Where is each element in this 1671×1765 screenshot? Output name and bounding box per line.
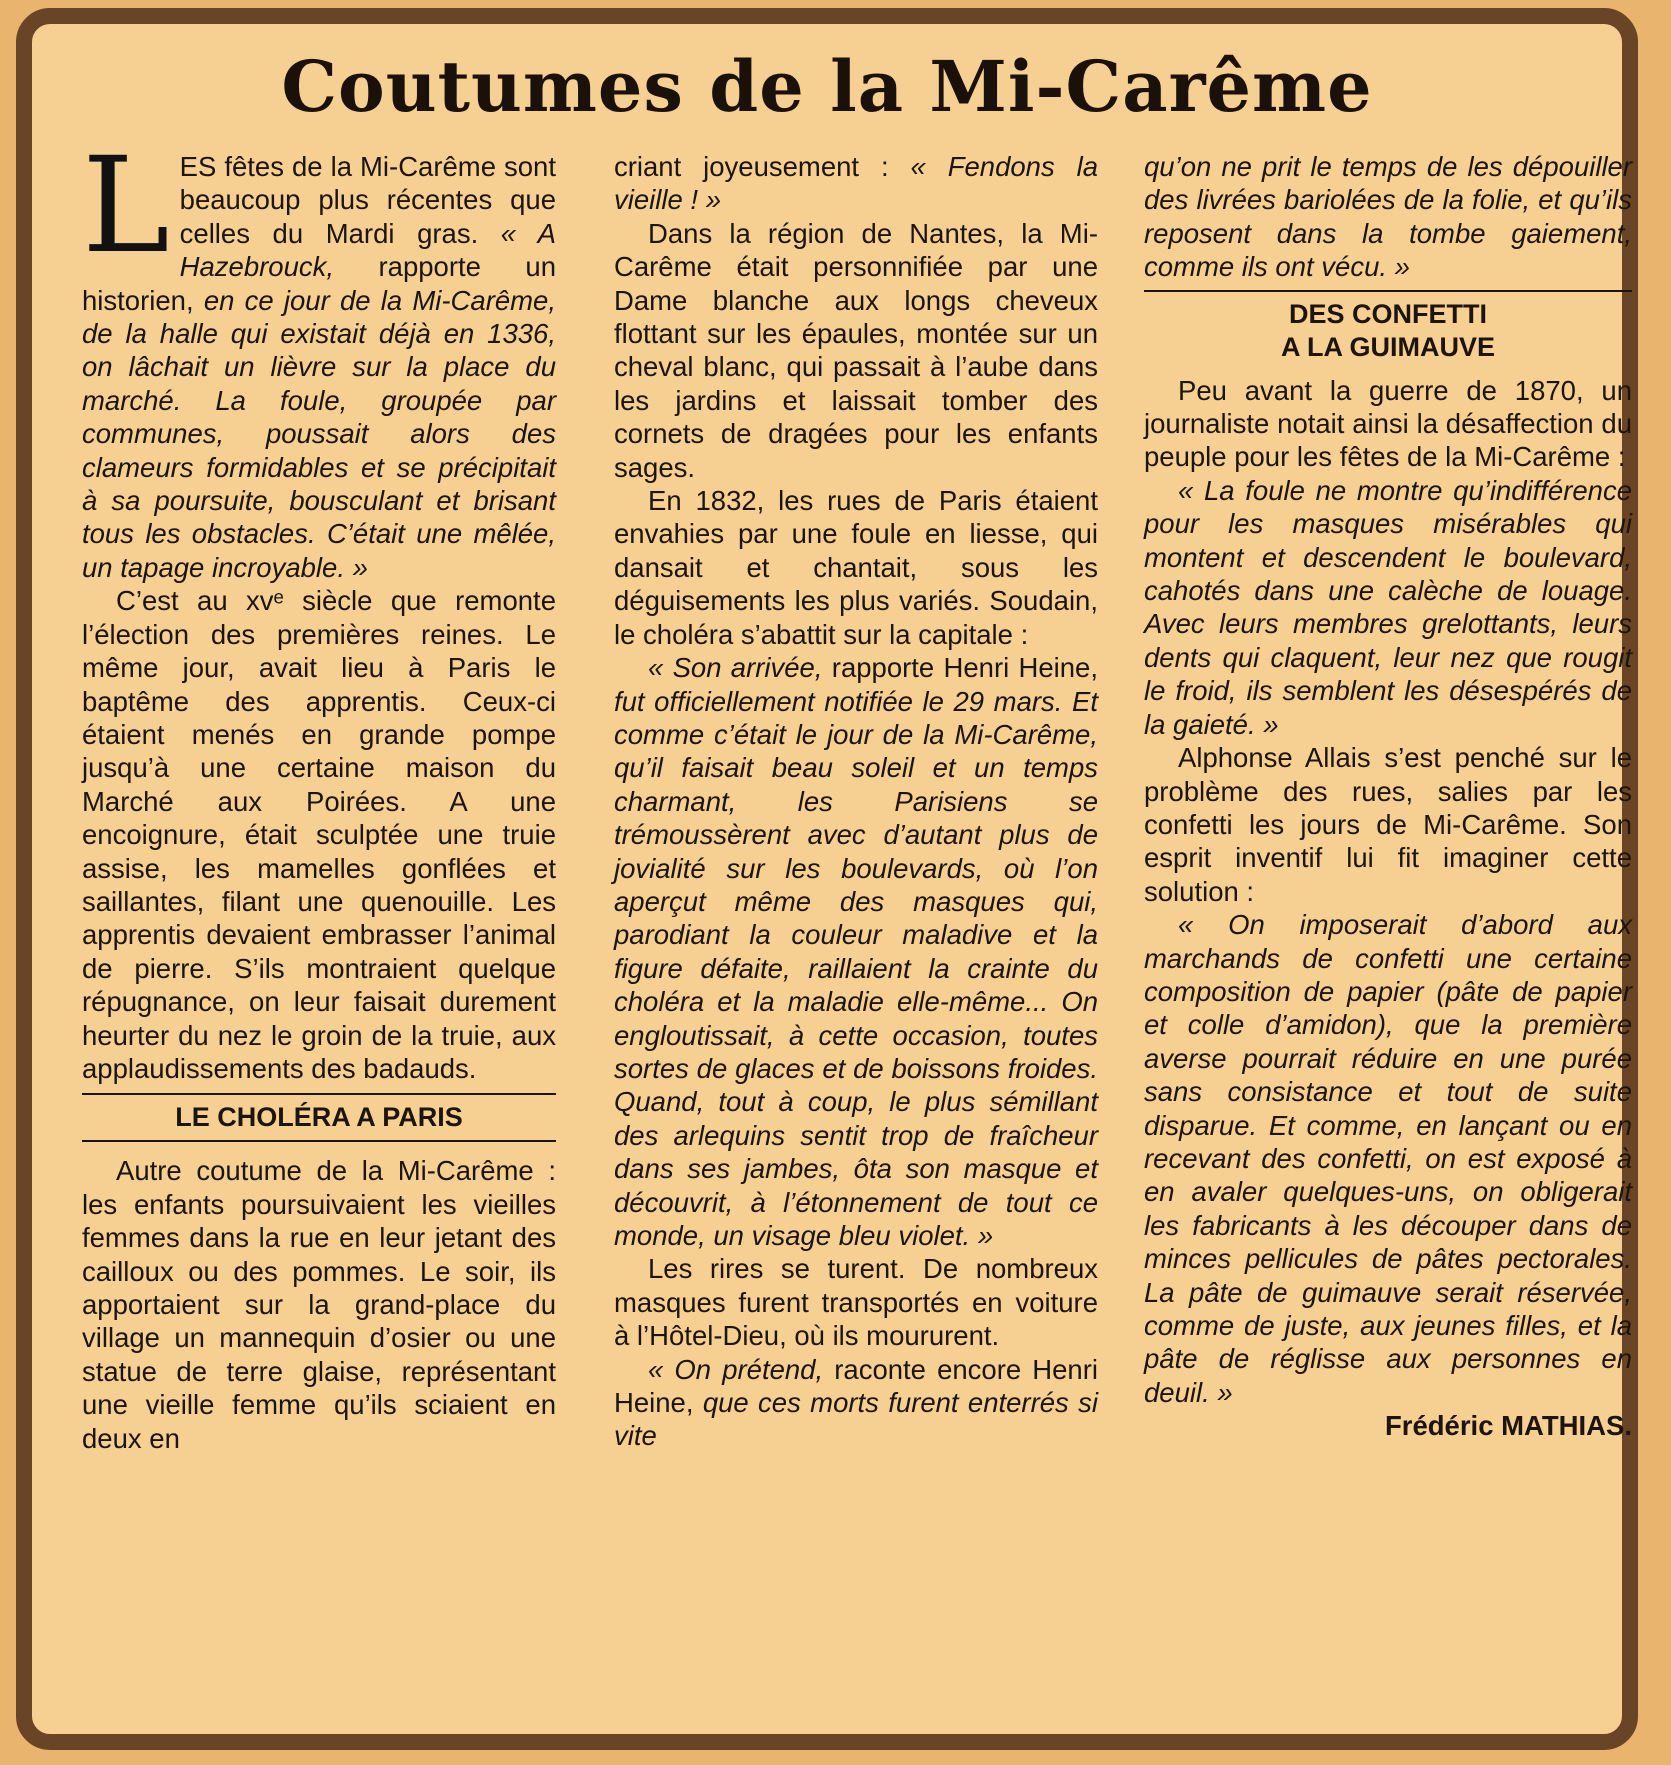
paragraph: Les rires se turent. De nombreux masques furent transportés en voiture à l’Hôtel-Dieu, où ils moururent. (614, 1253, 1098, 1352)
newspaper-clipping (16, 8, 1638, 1750)
paragraph: « On prétend, raconte encore Henri Heine, que ces morts furent enterrés si vite (614, 1353, 1098, 1452)
column-3 (1144, 150, 1632, 1443)
column-1 (82, 129, 556, 1455)
article-title: Coutumes de la Mi-Carême (281, 45, 1373, 128)
column-2 (614, 150, 1098, 1453)
author-signature: Frédéric MATHIAS. (1384, 1410, 1632, 1442)
paragraph: qu’on ne prit le temps de les dépouiller des livrées bariolées de la folie, et qu’ils reposent dans la tombe gaiement, comme ils ont vécu. » (1144, 151, 1632, 283)
section-heading: LE CHOLÉRA A PARIS (82, 1093, 556, 1142)
section-heading-line: A LA GUIMAUVE (1281, 331, 1495, 362)
paragraph: criant joyeusement : « Fendons la vieille ! » (614, 151, 1099, 216)
paragraph: « Son arrivée, rapporte Henri Heine, fut officiellement notifiée le 29 mars. Et comme c’était le jour de la Mi-Carême, qu’il faisait beau soleil et un temps charmant, les Parisiens se trémoussèrent avec d’autant plus de jovialité sur les boulevards, où l’on aperçut même des masques qui, parodiant la couleur maladive et la figure défaite, raillaient la crainte du choléra et la maladie elle-même... On engloutissait, à cette occasion, toutes sortes de glaces et de boissons froides. Quand, tout à coup, le plus sémillant des arlequins sentit trop de fraîcheur dans ses jambes, ôta son masque et découvrit, à l’étonnement de tout ce monde, un visage bleu violet. » (614, 652, 1098, 1251)
paragraph: « On imposerait d’abord aux marchands de confetti une certaine composition de papier (pâte de papier et colle d’amidon), que la première averse pourrait réduire en une purée sans consistance et tout de suite disparue. Et comme, en lançant ou en recevant des confetti, on est exposé à en avaler quelques-uns, on obligerait les fabricants à les découper dans de minces pellicules de pâtes pectorales. La pâte de guimauve serait réservée, comme de juste, aux jeunes filles, et la pâte de réglisse aux personnes en deuil. » (1144, 909, 1632, 1408)
paragraph: LES fêtes de la Mi-Carême sont beaucoup plus récentes que celles du Mardi gras. « A Hazebrouck, rapporte un historien, en ce jour de la Mi-Carême, de la halle qui existait déjà en 1336, on lâchait un lièvre sur la place du marché. La foule, groupée par communes, poussait alors des clameurs formidables et se précipitait à sa poursuite, bousculant et brisant tous les obstacles. C’était une mêlée, un tapage incroyable. » (82, 129, 556, 583)
section-heading (1144, 290, 1632, 364)
paragraph: En 1832, les rues de Paris étaient envahies par une foule en liesse, qui dansait et chantait, sous les déguisements les plus variés. Soudain, le choléra s’abattit sur la capitale : (614, 485, 1098, 650)
paragraph: Dans la région de Nantes, la Mi-Carême était personnifiée par une Dame blanche aux longs cheveux flottant sur les épaules, montée sur un cheval blanc, qui passait à l’aube dans les jardins et laissait tomber des cornets de dragées pour les enfants sages. (614, 217, 1098, 483)
paragraph: C’est au xvᵉ siècle que remonte l’élection des premières reines. Le même jour, avait lieu à Paris le baptême des apprentis. Ceux-ci étaient menés en grande pompe jusqu’à une certaine maison du Marché aux Poirées. A une encoignure, était sculptée une truie assise, les mamelles gonflées et saillantes, filant une quenouille. Les apprentis devaient embrasser l’animal de pierre. S’ils montraient quelque répugnance, on leur faisait durement heurter du nez le groin de la truie, aux applaudissements des badauds. (82, 585, 556, 1084)
section-heading-line: DES CONFETTI (1288, 298, 1487, 329)
paragraph: Peu avant la guerre de 1870, un journaliste notait ainsi la désaffection du peuple pour les fêtes de la Mi-Carême : (1144, 374, 1632, 473)
paragraph: Autre coutume de la Mi-Carême : les enfants poursuivaient les vieilles femmes dans la rue en leur jetant des cailloux ou des pommes. Le soir, ils apportaient sur la grand-place du village un mannequin d’osier ou une statue de terre glaise, représentant une vieille femme qu’ils sciaient en deux en (82, 1155, 556, 1454)
paragraph: « La foule ne montre qu’indifférence pour les masques misérables qui montent et descendent le boulevard, cahotés dans une calèche de louage. Avec leurs membres grelottants, leurs dents qui claquent, leur nez que rougit le froid, ils semblent les désespérés de la gaieté. » (1144, 474, 1632, 740)
drop-cap: L (82, 129, 170, 283)
paragraph: Alphonse Allais s’est penché sur le problème des rues, salies par les confetti les jours de Mi-Carême. Son esprit inventif lui fit imaginer cette solution : (1144, 742, 1632, 907)
